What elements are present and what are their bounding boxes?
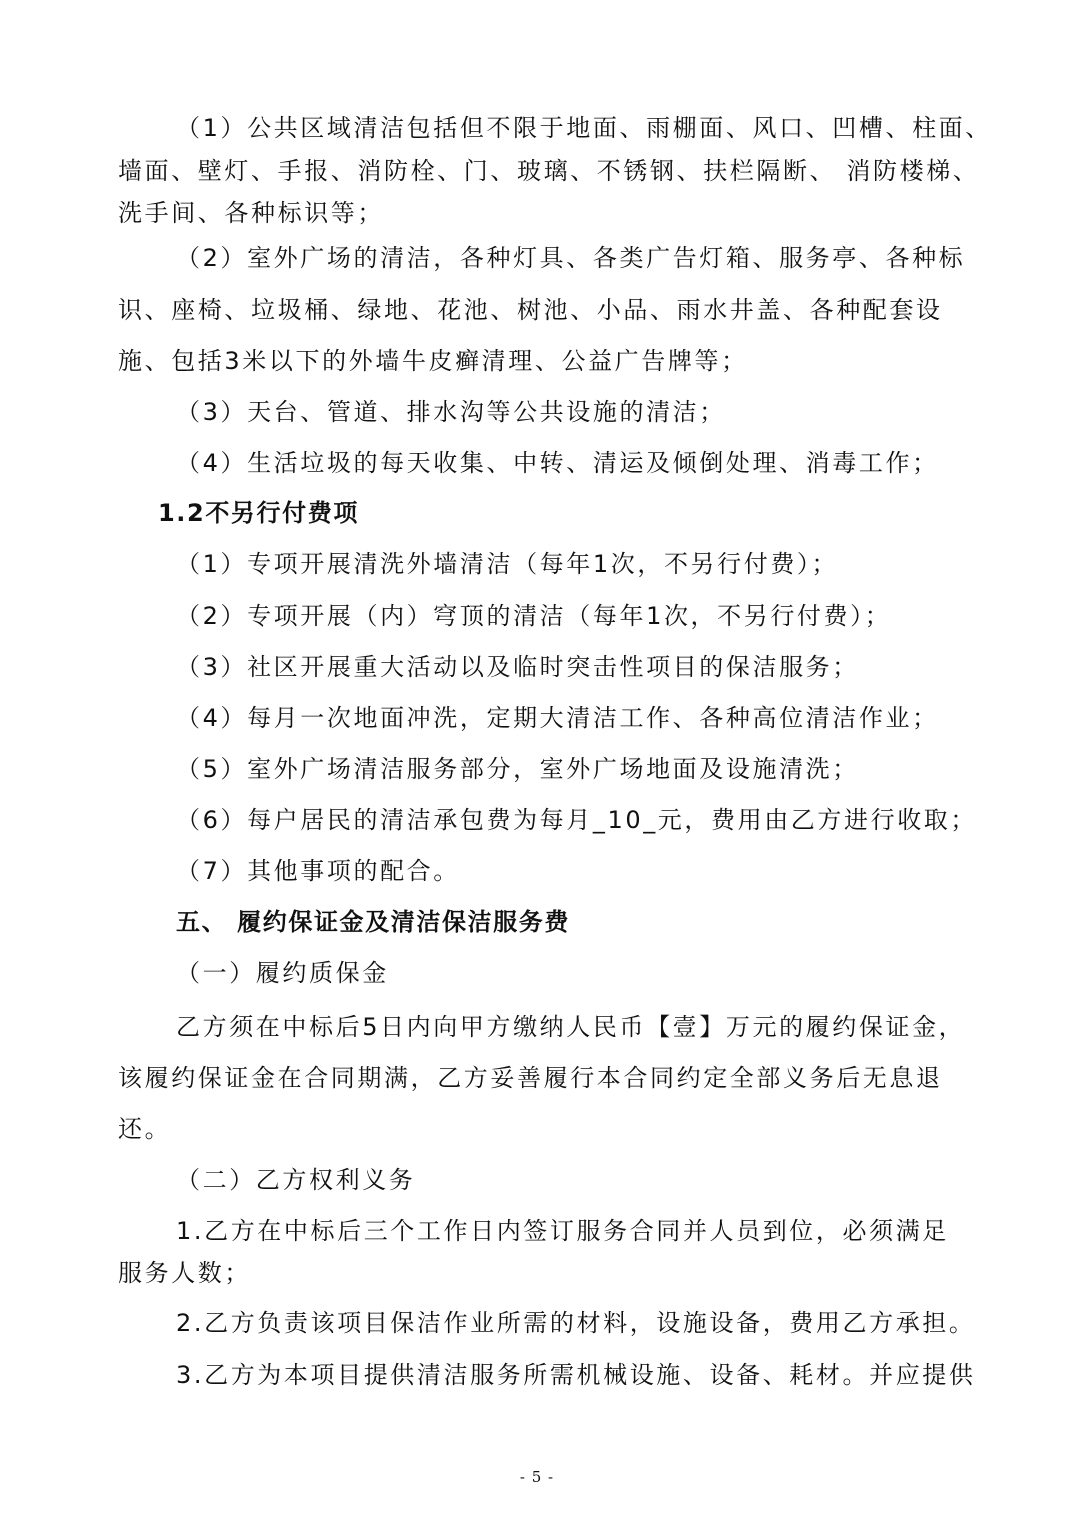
text-line: （3）天台、管道、排水沟等公共设施的清洁； [176, 398, 726, 426]
page-number: - 5 - [519, 1468, 555, 1486]
text-line: 施、包括3米以下的外墙牛皮癣清理、公益广告牌等； [118, 347, 748, 375]
text-line: 该履约保证金在合同期满，乙方妥善履行本合同约定全部义务后无息退 [118, 1064, 943, 1092]
text-line: （一）履约质保金 [176, 959, 389, 987]
text-line: （1）公共区域清洁包括但不限于地面、雨棚面、风口、凹槽、柱面、 [176, 114, 992, 142]
text-line: 识、座椅、垃圾桶、绿地、花池、树池、小品、雨水井盖、各种配套设 [118, 296, 943, 324]
text-line: 3.乙方为本项目提供清洁服务所需机械设施、设备、耗材。并应提供 [176, 1361, 976, 1389]
text-line: 还。 [118, 1115, 172, 1143]
text-line: （5）室外广场清洁服务部分，室外广场地面及设施清洗； [176, 755, 859, 783]
text-line: 乙方须在中标后5日内向甲方缴纳人民币【壹】万元的履约保证金， [176, 1013, 966, 1041]
text-line: （6）每户居民的清洁承包费为每月_10_元，费用由乙方进行收取； [176, 806, 978, 834]
text-line: （4）每月一次地面冲洗，定期大清洁工作、各种高位清洁作业； [176, 704, 939, 732]
text-line: （7）其他事项的配合。 [176, 857, 460, 885]
section-heading: 1.2不另行付费项 [158, 499, 359, 527]
text-line: （1）专项开展清洗外墙清洁（每年1次，不另行付费）； [176, 550, 839, 578]
text-line: 墙面、壁灯、手报、消防栓、门、玻璃、不锈钢、扶栏隔断、 消防楼梯、 [118, 157, 980, 185]
text-line: （4）生活垃圾的每天收集、中转、清运及倾倒处理、消毒工作； [176, 449, 939, 477]
text-line: （2）专项开展（内）穹顶的清洁（每年1次，不另行付费）； [176, 602, 892, 630]
section-heading: 五、 履约保证金及清洁保洁服务费 [176, 908, 570, 936]
text-line: （二）乙方权利义务 [176, 1166, 416, 1194]
text-line: 服务人数； [118, 1259, 251, 1287]
text-line: 1.乙方在中标后三个工作日内签订服务合同并人员到位，必须满足 [176, 1217, 949, 1245]
text-line: （2）室外广场的清洁，各种灯具、各类广告灯箱、服务亭、各种标 [176, 244, 966, 272]
text-line: 洗手间、各种标识等； [118, 199, 384, 227]
text-line: 2.乙方负责该项目保洁作业所需的材料，设施设备，费用乙方承担。 [176, 1309, 976, 1337]
text-line: （3）社区开展重大活动以及临时突击性项目的保洁服务； [176, 653, 859, 681]
